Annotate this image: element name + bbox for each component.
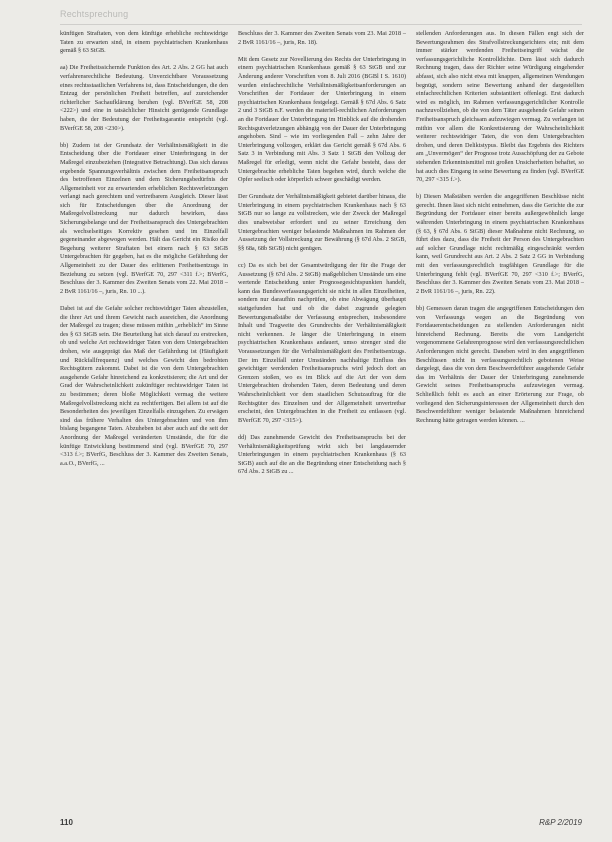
paragraph: dd) Das zunehmende Gewicht des Freiheitsanspruchs bei der Verhältnismäßigkeitsprüfung wirkt sich bei langdauernder Unterbringungen in einem psychiatrischen Krankenhaus (§ 63 StGB) auch auf die an die Begründung einer Entscheidung nach § 67d Abs. 2 StGB zu ... xyxy=(238,433,406,476)
paragraph: Beschluss der 3. Kammer des Zweiten Senats vom 23. Mai 2018 – 2 BvR 1161/16 –, juris, Rn. 18). xyxy=(238,30,406,46)
header-rule xyxy=(60,24,582,25)
column-right xyxy=(416,30,584,810)
paragraph: künftigen Straftaten, von dem künftige erhebliche rechtswidrige Taten zu erwarten sind, in einem psychiatrischen Krankenhaus gemäß § 63 StGB. xyxy=(60,30,228,55)
paragraph: aa) Die Freiheitssichernde Funktion des Art. 2 Abs. 2 GG hat auch verfahrensrechtliche Bedeutung. Unverzichtbare Voraussetzung eines rechtsstaatlichen Verfahrens ist, dass Entscheidungen, die den Entzug der persönlichen Freiheit betreffen, auf zureichender richterlicher Sachaufklärung beruhen (vgl. BVerfGE 58, 208 <222>) und eine in tatsächlicher Hinsicht genügende Grundlage haben, die der Bedeutung der Freiheitsgarantie entspricht (vgl. BVerfGE 58, 208 <230>). xyxy=(60,64,228,132)
paragraph: stellenden Anforderungen aus. In diesen Fällen engt sich der Bewertungsrahmen des Strafvollstreckungsrichters ein; mit dem immer stärker werdenden Freiheitseingriff wächst die verfassungsgerichtliche Kontrolldichte. Dem lässt sich dadurch Rechnung tragen, dass der Richter seine Würdigung eingehender abfasst, sich also nicht etwa mit knappen, allgemeinen Wendungen begnügt, sondern seine Bewertung anhand der dargestellten einfachrechtlichen Kriterien substantiiert offenlegt. Erst dadurch wird es möglich, im Rahmen verfassungsgerichtlicher Kontrolle nachzuvollziehen, ob die von dem Täter ausgehende Gefahr seinen Freiheitsanspruch gleichsam aufzuwiegen vermag. Zu verlangen ist mithin vor allem die Konkretisierung der Wahrscheinlichkeit weiterer rechtswidriger Taten, die von dem Untergebrachten drohen, und deren Deliktstypus. Bleibt das Ergebnis des Richters am „Unvermögen“ der Prognose trotz Ausschöpfung der zu Gebote stehenden Erkenntnismittel mit großen Unsicherheiten behaftet, so hat auch dies Eingang in seine Bewertung zu finden (vgl. BVerfGE 70, 297 <315 f.>). xyxy=(416,30,584,184)
paragraph: cc) Da es sich bei der Gesamtwürdigung der für die Frage der Aussetzung (§ 67d Abs. 2 StGB) maßgeblichen Umstände um eine wertende Entscheidung unter Prognosegesichtspunkten handelt, kann das Bundesverfassungsgericht sie nicht in allen Einzelheiten, sondern nur daraufhin nachprüfen, ob eine Abwägung überhaupt stattgefunden hat und ob die dabei zugrunde gelegten Bewertungsmaßstäbe der Verfassung entsprechen, insbesondere Inhalt und Tragweite des Grundrechts der Verhältnismäßigkeit nicht verkennen. Je länger die Unterbringung in einem psychiatrischen Krankenhaus andauert, umso strenger sind die Voraussetzungen für die Verhältnismäßigkeit des Freiheitsentzugs. Der im Einzelfall unter Umständen nachhaltige Einfluss des gewichtiger werdenden Freiheitsanspruchs wird jedoch dort an Grenzen stoßen, wo es im Blick auf die Art der von dem Untergebrachten drohenden Taten, deren Bedeutung und deren Wahrscheinlichkeit vor dem staatlichen Schutzauftrag für die Rechtsgüter des Einzelnen und der Allgemeinheit unvertretbar erscheint, den Untergebrachten in die Freiheit zu entlassen (vgl. BVerfGE 70, 297 <315>). xyxy=(238,262,406,424)
text-columns xyxy=(60,30,584,810)
column-left xyxy=(60,30,228,810)
column-middle xyxy=(238,30,406,810)
running-head: Rechtsprechung xyxy=(60,9,129,19)
page-number: 110 xyxy=(60,818,73,827)
paragraph: bb) Zudem ist der Grundsatz der Verhältnismäßigkeit in die Entscheidung über die Fortdauer einer Unterbringung in der Maßregel einzubeziehen (Integrative Betrachtung). Das sich daraus ergebende Spannungsverhältnis zwischen dem Freiheitsanspruch des betroffenen Einzelnen und dem Sicherungsbedürfnis der Allgemeinheit vor zu erwartenden erheblichen Rechtsverletzungen verlangt nach gerechtem und vertretbarem Ausgleich. Dieser lässt sich für Entscheidungen über die Anordnung der Maßregelvollstreckung nur dadurch bewirken, dass Sicherungsbelange und der Freiheitsanspruch des Untergebrachten als wechselseitiges Korrektiv gesehen und im Einzelfall gegeneinander abgewogen werden. Hält das Gericht ein Risiko der Begehung weiterer Straftaten bei einem nach § 63 StGB Untergebrachten für gegeben, hat es die mögliche Gefährdung der Allgemeinheit zu der Dauer des erlittenen Freiheitsentzugs in Beziehung zu setzen (vgl. BVerfGE 70, 297 <311 f.>; BVerfG, Beschluss der 3. Kammer des Zweiten Senats vom 22. Mai 2018 – 2 BvR 1161/16 –, juris, Rn. 10 ...). xyxy=(60,141,228,295)
paragraph: b) Diesen Maßstäben werden die angegriffenen Beschlüsse nicht gerecht. Ihnen lässt sich nicht entnehmen, dass die Gerichte die zur Begründung der Fortdauer einer bereits außergewöhnlich lange währenden Unterbringung in einem psychiatrischen Krankenhaus (§ 63, § 67d Abs. 6 StGB) dieser Maßnahme nicht Rechnung, so führt dies dazu, dass die Freiheit der Person des Untergebrachten auf solcher Grundlage nicht rechtmäßig eingeschränkt werden kann, weil Grundrecht aus Art. 2 Abs. 2 Satz 2 GG in Verbindung mit den verfassungsrechtlich tragfähigen Grundlage für die Unterbringung fehlt (vgl. BVerfGE 70, 297 <310 f.>; BVerfG, Beschluss der 3. Kammer des Zweiten Senats vom 23. Mai 2018 – 2 BvR 1161/16 –, juris, Rn. 22). xyxy=(416,193,584,295)
journal-issue: R&P 2/2019 xyxy=(539,818,582,827)
paragraph: bb) Gemessen daran tragen die angegriffenen Entscheidungen den von Verfassungs wegen an die Begründung von Fortdauerentscheidungen zu stellenden Anforderungen nicht hinreichend Rechnung. Bereits die vom Landgericht vorgenommene Gefahrenprognose wird den verfassungsrechtlichen Anforderungen nicht gerecht. Daneben wird in den angegriffenen Beschlüssen nicht in verfassungsrechtlich gebotenen Weise dargelegt, dass die von dem Beschwerdeführer ausgehende Gefahr das im Verhältnis der Dauer der Unterbringung zunehmende Gewicht seines Freiheitsanspruchs aufzuwiegen vermag. Schließlich fehlt es auch an einer Erörterung zur Frage, ob vorliegend den Sicherungsinteressen der Allgemeinheit durch den Beschwerdeführer weniger belastende Maßnahmen hinreichend Rechnung hätte getragen werden können. ... xyxy=(416,305,584,424)
paragraph: Mit dem Gesetz zur Novellierung des Rechts der Unterbringung in einem psychiatrischen Krankenhaus gemäß § 63 StGB und zur Änderung anderer Vorschriften vom 8. Juli 2016 (BGBl I S. 1610) wurden einfachrechtliche Verhältnismäßigkeitsanforderungen an Vorschriften der Fortdauer der Unterbringung in einem psychiatrischen Krankenhaus festgelegt. Gemäß § 67d Abs. 6 Satz 2 und 3 StGB n.F. werden die materiell-rechtlichen Anforderungen an die Fortdauer der Unterbringung im Hinblick auf die drohenden Rechtsgutverletzungen abhängig von der Dauer der Unterbringung angehoben. Sind – wie im vorliegenden Fall – zehn Jahre der Unterbringung vollzogen, erklärt das Gericht gemäß § 67d Abs. 6 Satz 3 in Verbindung mit Abs. 3 Satz 1 StGB den Vollzug der Maßregel für erledigt, wenn nicht die Gefahr besteht, dass der Untergebrachte erhebliche Taten begehen wird, durch welche die Opfer seelisch oder körperlich schwer geschädigt werden. xyxy=(238,55,406,184)
paragraph: Dabei ist auf die Gefahr solcher rechtswidriger Taten abzustellen, die ihrer Art und ihrem Gewicht nach ausreichen, die Anordnung der Maßregel zu tragen; diese müssen mithin „erheblich“ im Sinne des § 63 StGB sein. Die Beurteilung hat sich darauf zu erstrecken, ob und welche Art rechtswidriger Taten von dem Untergebrachten drohen, wie ausgeprägt das Maß der Gefährdung ist (Häufigkeit und Rückfallfrequenz) und welches Gewicht den bedrohten Rechtsgütern zukommt. Dabei ist die von dem Untergebrachten ausgehende Gefahr hinreichend zu konkretisieren; die Art und der Grad der Wahrscheinlichkeit zukünftiger rechtswidriger Taten ist zu bestimmen; deren bloße Möglichkeit vermag die weitere Maßregelvollstreckung nicht zu rechtfertigen. Bei allem ist auf die Besonderheiten des jeweiligen Einzelfalls einzugehen. Zu erwägen sind das frühere Verhalten des Untergebrachten und von ihm bislang begangene Taten. Abzuheben ist aber auch auf die seit der Anordnung der Maßregel veränderten Umstände, die für die künftige Entwicklung bestimmend sind (vgl. BVerfGE 70, 297 <313 f.>; BVerfG, Beschluss der 3. Kammer des Zweiten Senats, a.a.O., BVerfG, ... xyxy=(60,305,228,467)
page-footer xyxy=(60,818,582,827)
paragraph: Der Grundsatz der Verhältnismäßigkeit gebietet darüber hinaus, die Unterbringung in einem psychiatrischen Krankenhaus nach § 63 StGB nur so lange zu vollstrecken, wie der Zweck der Maßregel dies unabweisbar erfordert und zu seiner Erreichung den Untergebrachten weniger belastende Maßnahmen im Rahmen der Aussetzung der Vollstreckung zur Bewährung (§ 67d Abs. 2 StGB, §§ 68a, 68b StGB) nicht genügen. xyxy=(238,193,406,252)
